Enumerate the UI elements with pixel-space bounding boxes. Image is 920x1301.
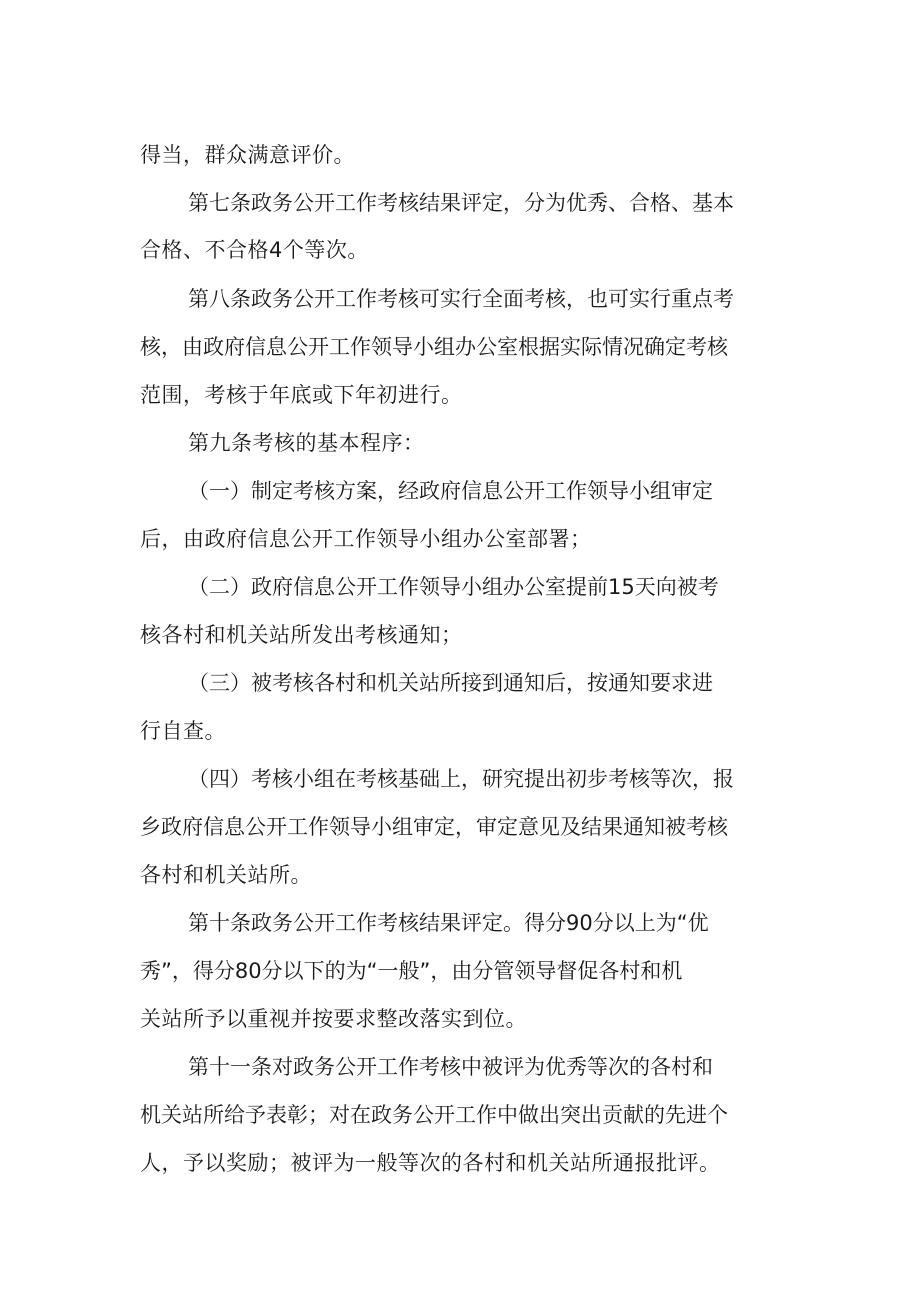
text-line: 核，由政府信息公开工作领导小组办公室根据实际情况确定考核 (140, 335, 728, 359)
text-line: 秀”，得分80分以下的为“一般”，由分管领导督促各村和机 (140, 959, 683, 983)
text-line: 合格、不合格4个等次。 (140, 238, 369, 262)
text-line: 人，予以奖励；被评为一般等次的各村和机关站所通报批评。 (140, 1151, 721, 1175)
text-line: 第十条政务公开工作考核结果评定。得分90分以上为“优 (188, 911, 709, 935)
text-line: 第七条政务公开工作考核结果评定，分为优秀、合格、基本 (188, 191, 734, 215)
text-line: 关站所予以重视并按要求整改落实到位。 (140, 1007, 527, 1031)
text-line: 得当，群众满意评价。 (140, 143, 355, 167)
text-line: 范围，考核于年底或下年初进行。 (140, 383, 463, 407)
text-line: 核各村和机关站所发出考核通知； (140, 623, 463, 647)
text-line: （三）被考核各村和机关站所接到通知后，按通知要求进 (188, 671, 713, 695)
text-line: 后，由政府信息公开工作领导小组办公室部署； (140, 527, 592, 551)
text-line: 第十一条对政务公开工作考核中被评为优秀等次的各村和 (188, 1055, 713, 1079)
text-line: 乡政府信息公开工作领导小组审定，审定意见及结果通知被考核 (140, 815, 728, 839)
text-line: 行自查。 (140, 719, 226, 743)
text-line: 各村和机关站所。 (140, 863, 312, 887)
text-line: （一）制定考核方案，经政府信息公开工作领导小组审定 (188, 479, 713, 503)
text-line: 第九条考核的基本程序： (188, 431, 425, 455)
text-line: （二）政府信息公开工作领导小组办公室提前15天向被考 (188, 575, 719, 599)
text-line: 机关站所给予表彰；对在政务公开工作中做出突出贡献的先进个 (140, 1103, 728, 1127)
text-line: 第八条政务公开工作考核可实行全面考核，也可实行重点考 (188, 287, 734, 311)
text-line: （四）考核小组在考核基础上，研究提出初步考核等次，报 (188, 767, 734, 791)
